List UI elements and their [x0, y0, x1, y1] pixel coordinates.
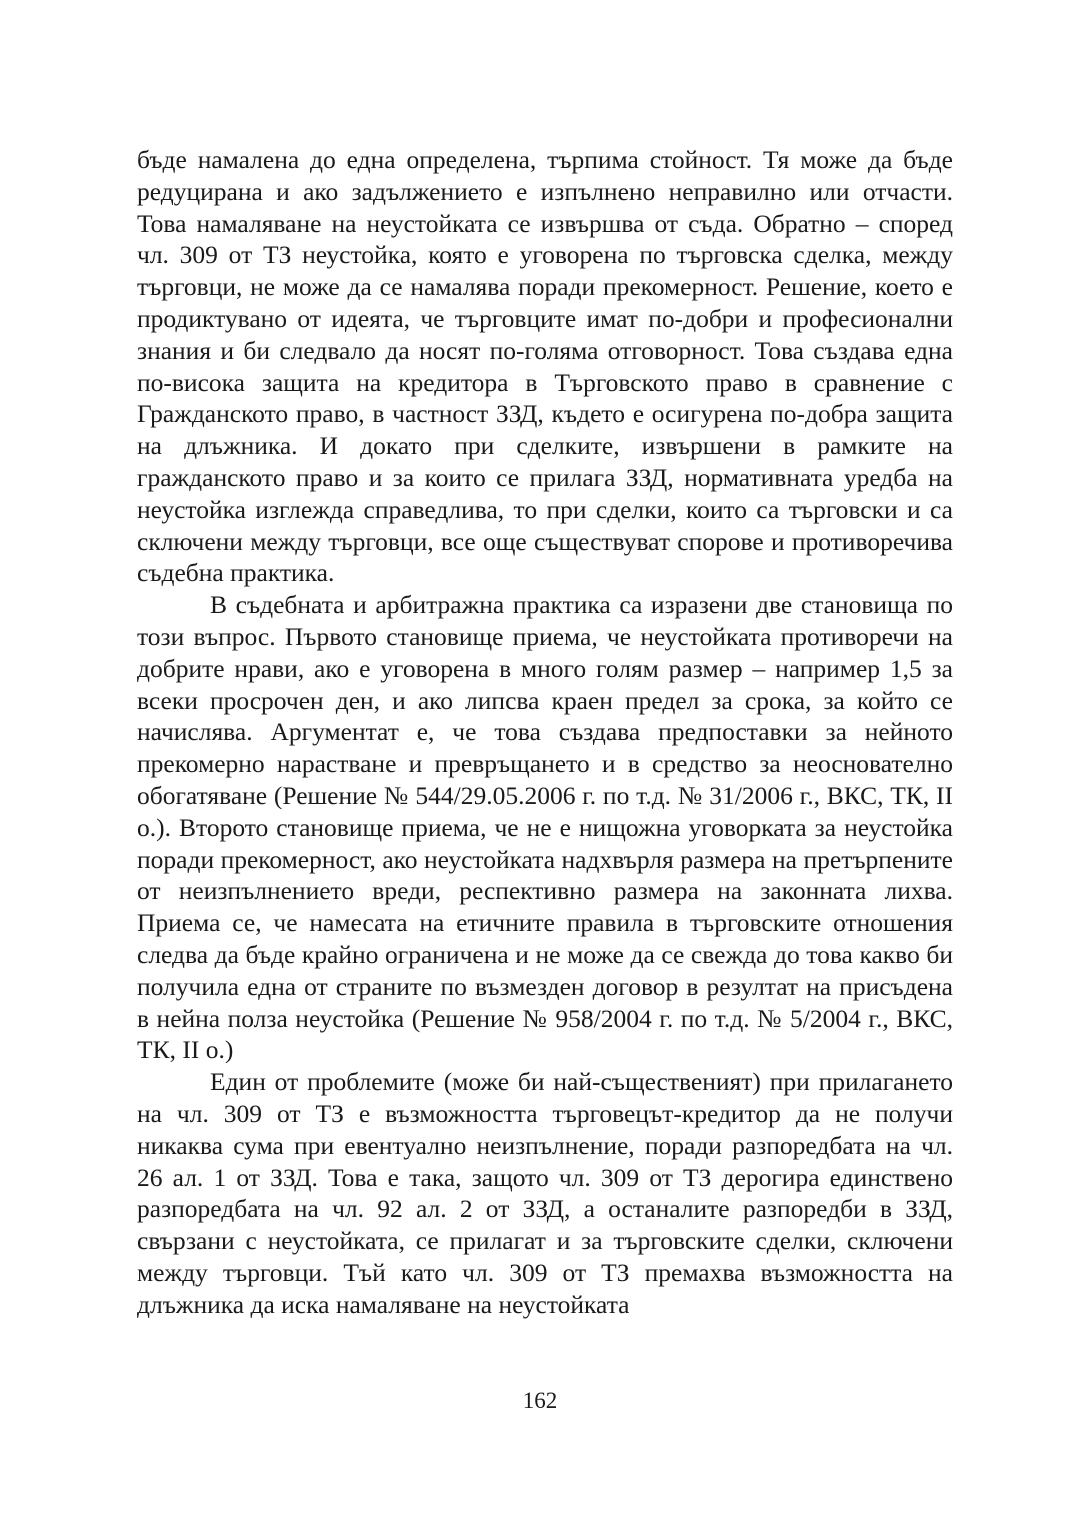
paragraph-problems: Един от проблемите (може би най-същественият) при прилагането на чл. 309 от ТЗ е възможността търговецът-кредитор да не получи никаква сума при евентуално неизпълнение, поради разпоредбата на чл. 26 ал. 1 от ЗЗД. Това е така, защото чл. 309 от ТЗ дерогира единствено разпоредбата на чл. 92 ал. 2 от ЗЗД, а останалите разпоредби в ЗЗД, свързани с неустойката, се прилагат и за търговските сделки, сключени между търговци. Тъй като чл. 309 от ТЗ премахва възможността на длъжника да иска намаляване на неустойката	[137, 1067, 953, 1319]
body-text	[137, 144, 953, 1320]
page-number: 162	[522, 1388, 558, 1413]
paragraph-continuation: бъде намалена до една определена, търпима стойност. Тя може да бъде редуцирана и ако задължението е изпълнено неправилно или отчасти. Това намаляване на неустойката се извършва от съда. Обратно – според чл. 309 от ТЗ неустойка, която е уговорена по търговска сделка, между търговци, не може да се намалява поради прекомерност. Решение, което е продиктувано от идеята, че търговците имат по-добри и професионални знания и би следвало да носят по-голяма отговорност. Това създава една по-висока защита на кредитора в Търговското право в сравнение с Гражданското право, в частност ЗЗД, където е осигурена по-добра защита на длъжника. И докато при сделките, извършени в рамките на гражданското право и за които се прилага ЗЗД, нормативната уредба на неустойка изглежда справедлива, то при сделки, които са търговски и са сключени между търговци, все още съществуват спорове и противоречива съдебна практика.	[137, 145, 953, 588]
paragraph-court-practice: В съдебната и арбитражна практика са изразени две становища по този въпрос. Първото становище приема, че неустойката противоречи на добрите нрави, ако е уговорена в много голям размер – например 1,5 за всеки просрочен ден, и ако липсва краен предел за срока, за който се начислява. Аргументат е, че това създава предпоставки за нейното прекомерно нарастване и превръщането и в средство за неоснователно обогатяване (Решение № 544/29.05.2006 г. по т.д. № 31/2006 г., ВКС, ТК, II о.). Второто становище приема, че не е нищожна уговорката за неустойка поради прекомерност, ако неустойката надхвърля размера на претърпените от неизпълнението вреди, респективно размера на законната лихва. Приема се, че намесата на етичните правила в търговските отношения следва да бъде крайно ограничена и не може да се свежда до това какво би получила една от страните по възмезден договор в резултат на присъдена в нейна полза неустойка (Решение № 958/2004 г. по т.д. № 5/2004 г., ВКС, ТК, II о.)	[137, 590, 953, 1065]
